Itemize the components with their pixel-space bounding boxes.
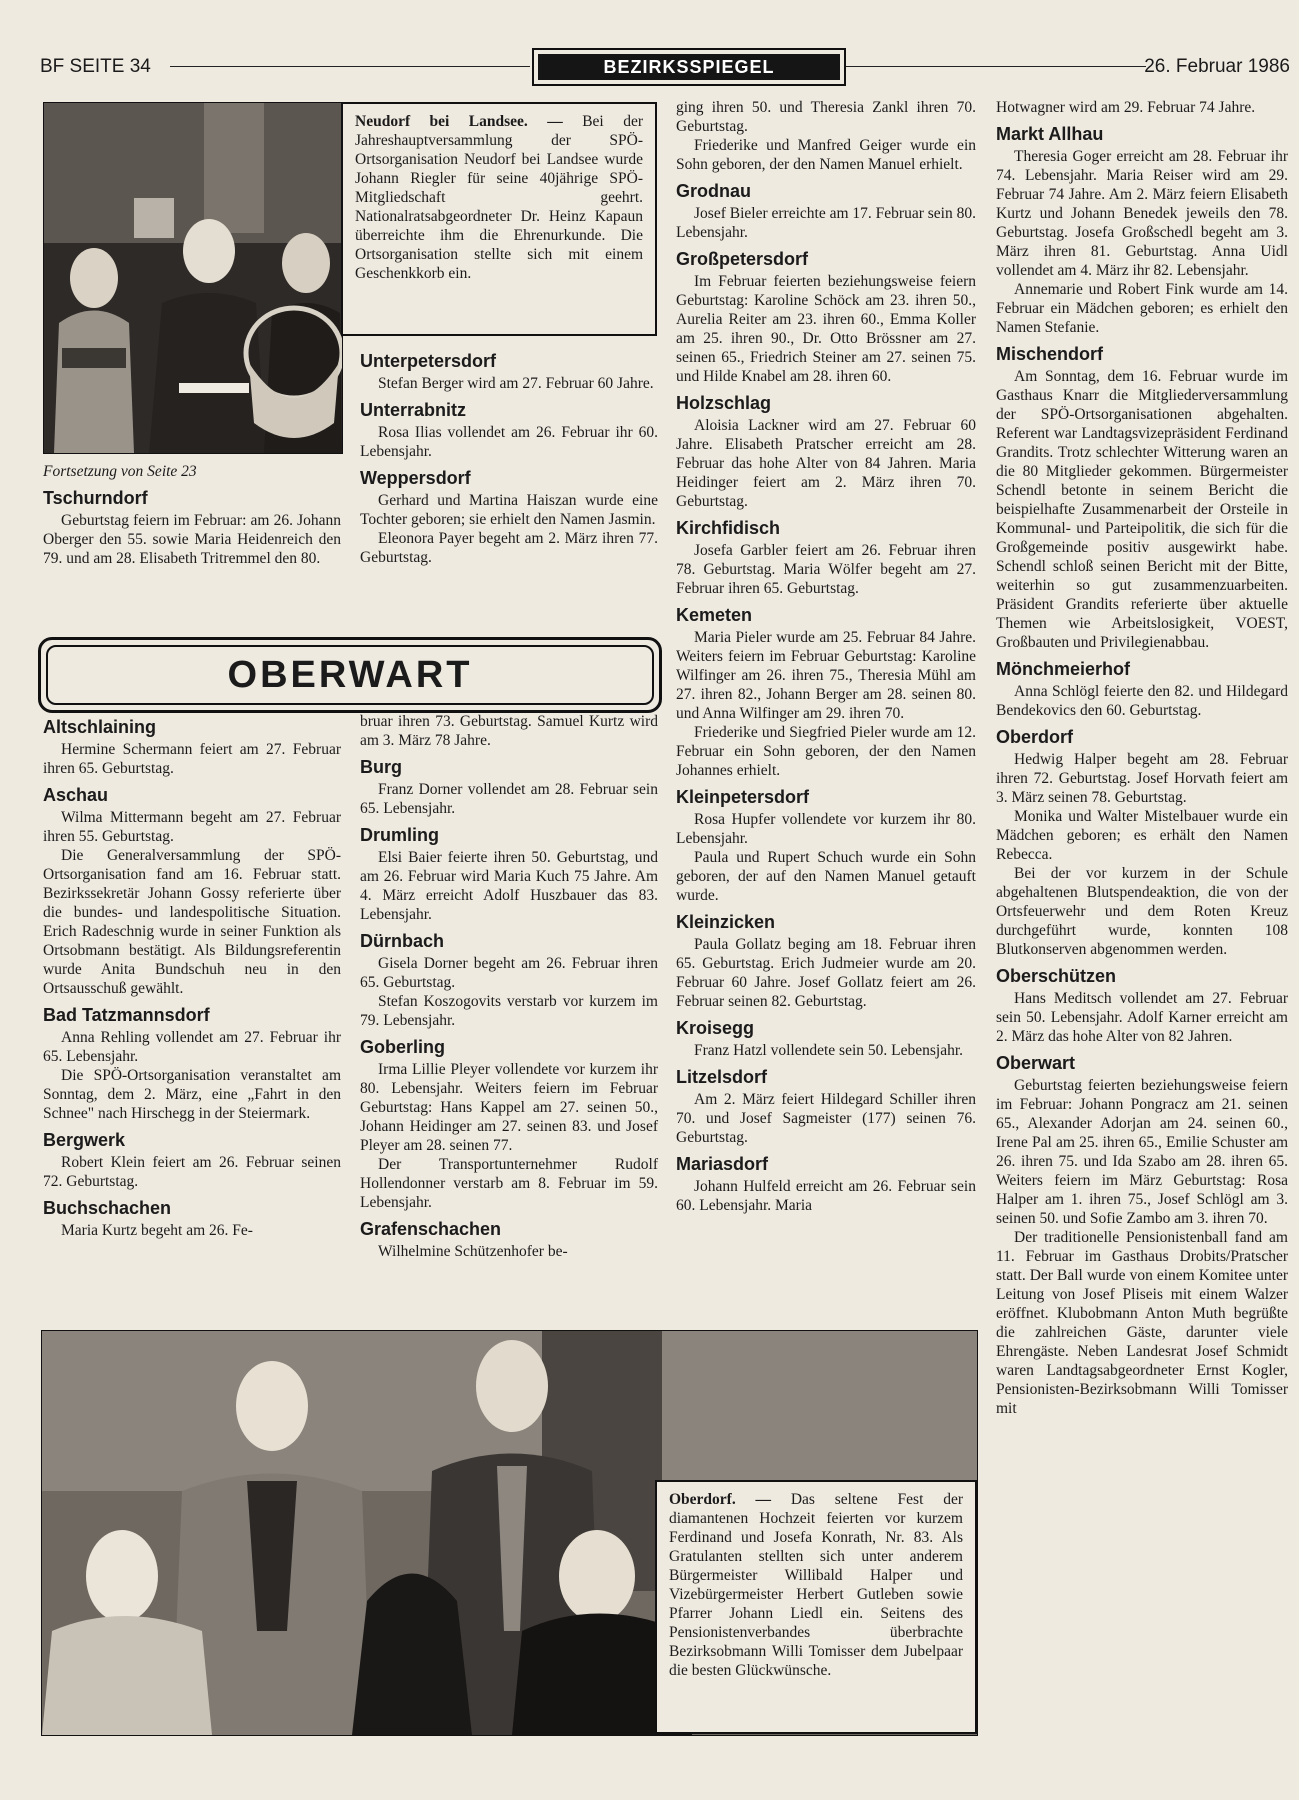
section-heading: Litzelsdorf <box>676 1067 768 1087</box>
continuation-note: Fortsetzung von Seite 23 <box>43 463 197 480</box>
section-paragraph: Die SPÖ-Ortsorganisation veranstaltet am Sonntag, dem 2. März, eine „Fahrt in den Schnee" nach Hirschegg in der Steiermark. <box>43 1067 341 1122</box>
section-heading: Goberling <box>360 1037 445 1057</box>
section-heading: Großpetersdorf <box>676 249 809 269</box>
section-paragraph: Maria Kurtz begeht am 26. Fe- <box>61 1222 253 1239</box>
section-paragraph: Theresia Goger erreicht am 28. Februar ihr 74. Lebensjahr. Maria Reiser wird am 29. Februar 74 Jahre. Am 2. März feiern Elisabeth Kurtz und Johann Benedek jeweils den 78. Geburtstag. Josefa Großschedl begeht am 3. März ihren 81. Geburtstag. Anna Uidl vollendet am 4. März ihr 82. Lebensjahr. <box>996 148 1288 279</box>
column-4-lead: Hotwagner wird am 29. Februar 74 Jahre. <box>996 99 1256 116</box>
section-paragraph: Paula Gollatz beging am 18. Februar ihren 65. Geburtstag. Erich Judmeier wurde am 20. Februar 60 Jahre. Josef Gollatz feiert am 26. Februar seinen 82. Geburtstag. <box>676 936 976 1010</box>
section-heading: Kemeten <box>676 605 753 625</box>
column-2-lead: bruar ihren 73. Geburtstag. Samuel Kurtz wird am 3. März 78 Jahre. <box>360 713 658 749</box>
section-heading: Drumling <box>360 825 439 845</box>
photo-neudorf <box>43 102 343 454</box>
section-paragraph: Rosa Hupfer vollendete vor kurzem ihr 80. Lebensjahr. <box>676 811 976 847</box>
section-paragraph: Wilhelmine Schützenhofer be- <box>378 1243 568 1260</box>
section-heading: Holzschlag <box>676 393 772 413</box>
column-2-bottom <box>360 712 658 1261</box>
section-paragraph: Friederike und Siegfried Pieler wurde am 12. Februar ein Sohn geboren, der den Namen Johannes erhielt. <box>676 724 976 779</box>
section-paragraph: Bei der vor kurzem in der Schule abgehaltenen Blutspendeaktion, die von der Ortsfeuerwehr und dem Roten Kreuz durchgeführt wurde, konnten 108 Blutkonserven abgenommen werden. <box>996 865 1288 958</box>
issue-date: 26. Februar 1986 <box>1144 56 1290 77</box>
photo-neudorf-image <box>44 103 342 453</box>
column-2-top <box>360 344 658 567</box>
page-header <box>40 44 1290 84</box>
section-paragraph: Franz Dorner vollendet am 28. Februar sein 65. Lebensjahr. <box>360 781 658 817</box>
section-title: BEZIRKSSPIEGEL <box>538 54 840 80</box>
section-paragraph: Gerhard und Martina Haiszan wurde eine Tochter geboren; sie erhielt den Namen Jasmin. <box>360 492 658 528</box>
section-heading: Oberdorf <box>996 727 1074 747</box>
caption-title: Neudorf bei Landsee. — <box>355 113 563 130</box>
section-paragraph: Hedwig Halper begeht am 28. Februar ihren 72. Geburtstag. Josef Horvath feiert am 3. März seinen 78. Geburtstag. <box>996 751 1288 806</box>
section-paragraph: Friederike und Manfred Geiger wurde ein Sohn geboren, der den Namen Manuel erhielt. <box>676 137 976 173</box>
section-paragraph: Robert Klein feiert am 26. Februar seinen 72. Geburtstag. <box>43 1154 341 1190</box>
section-heading: Tschurndorf <box>43 488 148 508</box>
section-heading: Oberschützen <box>996 966 1117 986</box>
section-paragraph: Wilma Mittermann begeht am 27. Februar ihren 55. Geburtstag. <box>43 809 341 845</box>
section-paragraph: Der Transportunternehmer Rudolf Hollendonner verstarb am 8. Februar im 59. Lebensjahr. <box>360 1156 658 1211</box>
section-heading: Unterpetersdorf <box>360 351 497 371</box>
section-heading: Dürnbach <box>360 931 445 951</box>
section-paragraph: Anna Rehling vollendet am 27. Februar ihr 65. Lebensjahr. <box>43 1029 341 1065</box>
section-paragraph: Geburtstag feierten beziehungsweise feiern im Februar: Johann Pongracz am 21. seinen 65., Alexander Adorjan am 24. seinen 60., Irene Pal am 25. ihren 65., Emilie Schuster am 26. ihren 75. und Ida Szabo am 28. ihren 65. Weiters feiern im März Geburtstag: Rosa Halper am 1. ihren 75., Josef Schlögl am 3. seinen 50. und Sofie Zambo am 3. ihren 70. <box>996 1077 1288 1227</box>
section-heading: Buchschachen <box>43 1198 172 1218</box>
section-heading: Grodnau <box>676 181 751 201</box>
caption-text: Das seltene Fest der diamantenen Hochzeit feierten vor kurzem Ferdinand und Josefa Konrath, Nr. 83. Als Gratulanten stellten sich unter anderem Bürgermeister Willibald Halper und Vizebürgermeister Herbert Gutleben sowie Pfarrer Johann Liedl ein. Seitens des Pensionistenverbandes überbrachte Bezirksobmann Willi Tomisser dem Jubelpaar die besten Glückwünsche. <box>669 1491 963 1679</box>
section-heading: Weppersdorf <box>360 468 471 488</box>
section-heading: Grafenschachen <box>360 1219 502 1239</box>
section-paragraph: Anna Schlögl feierte den 82. und Hildegard Bendekovics den 60. Geburtstag. <box>996 683 1288 719</box>
column-3-lead: ging ihren 50. und Theresia Zankl ihren 70. Geburtstag. <box>676 99 976 135</box>
photo-oberdorf-caption <box>655 1480 977 1734</box>
section-paragraph: Hermine Schermann feiert am 27. Februar ihren 65. Geburtstag. <box>43 741 341 777</box>
section-heading: Oberwart <box>996 1053 1076 1073</box>
section-paragraph: Der traditionelle Pensionistenball fand am 11. Februar im Gasthaus Drobits/Pratscher statt. Der Ball wurde von einem Komitee unter Leitung von Josef Pliseis mit einem Walzer eröffnet. Klubobmann Anton Muth begrüßte die zahlreichen Gäste, darunter viele Ehrengäste. Neben Landesrat Josef Schmidt waren Landtagsabgeordneter Ernst Kogler, Pensionisten-Bezirksobmann Willi Tomisser mit <box>996 1229 1288 1417</box>
section-paragraph: Rosa Ilias vollendet am 26. Februar ihr 60. Lebensjahr. <box>360 424 658 460</box>
section-heading: Bad Tatzmannsdorf <box>43 1005 210 1025</box>
section-heading: Kroisegg <box>676 1018 755 1038</box>
section-paragraph: Stefan Berger wird am 27. Februar 60 Jahre. <box>378 375 654 392</box>
section-paragraph: Am Sonntag, dem 16. Februar wurde im Gasthaus Knarr die Mitgliederversammlung der SPÖ-Ortsorganisationen abgehalten. Referent war Landtagsvizepräsident Ferdinand Grandits. Trotz schlechter Witterung waren an die 80 Mitglieder gekommen. Bürgermeister Schendl betonte in seinem Bericht die beispielhafte Zusammenarbeit der Orsteile in Kommunal- und Parteipolitik, die sich für die Großgemeinde positiv ausgewirkt habe. Schendl schloß seinen Bericht mit der Bitte, weiterhin so gut zusammenzuarbeiten. Präsident Grandits referierte über aktuelle Themen wie Arbeitslosigkeit, VOEST, Großbauten und Privilegienabbau. <box>996 368 1288 651</box>
page-number: BF SEITE 34 <box>40 56 151 77</box>
section-paragraph: Johann Hulfeld erreicht am 26. Februar sein 60. Lebensjahr. Maria <box>676 1178 976 1214</box>
section-paragraph: Josef Bieler erreichte am 17. Februar sein 80. Lebensjahr. <box>676 205 976 241</box>
oberwart-banner <box>38 637 662 713</box>
section-paragraph: Annemarie und Robert Fink wurde am 14. Februar ein Mädchen geboren; es erhielt den Namen Stefanie. <box>996 281 1288 336</box>
section-paragraph: Gisela Dorner begeht am 26. Februar ihren 65. Geburtstag. <box>360 955 658 991</box>
section-heading: Mischendorf <box>996 344 1104 364</box>
section-paragraph: Am 2. März feiert Hildegard Schiller ihren 70. und Josef Sagmeister (177) seinen 76. Geburtstag. <box>676 1091 976 1146</box>
section-heading: Kleinzicken <box>676 912 776 932</box>
section-heading: Kirchfidisch <box>676 518 781 538</box>
section-paragraph: Franz Hatzl vollendete sein 50. Lebensjahr. <box>694 1042 964 1059</box>
section-paragraph: Maria Pieler wurde am 25. Februar 84 Jahre. Weiters feiern im Februar Geburtstag: Karoline Wilfinger am 26. ihren 75., Theresia Mühl am 27. ihren 82., Johann Berger am 28. seinen 80. und Anna Wilfinger am 29. ihren 70. <box>676 629 976 722</box>
section-title-box <box>532 48 846 86</box>
column-3 <box>676 98 976 1215</box>
section-paragraph: Eleonora Payer begeht am 2. März ihren 77. Geburtstag. <box>360 530 658 566</box>
caption-title: Oberdorf. — <box>669 1491 772 1508</box>
column-1-bottom <box>43 710 341 1240</box>
section-paragraph: Geburtstag feiern im Februar: am 26. Johann Oberger den 55. sowie Maria Heidenreich den 79. und am 28. Elisabeth Tritremmel den 80. <box>43 512 341 567</box>
column-1-top <box>43 462 341 568</box>
section-heading: Altschlaining <box>43 717 157 737</box>
section-paragraph: Irma Lillie Pleyer vollendete vor kurzem ihr 80. Lebensjahr. Weiters feiern im Februar Geburtstag: Hans Kappel am 27. seinen 50., Johann Heidinger am 27. seinen 83. und Josef Pleyer am 28. seinen 77. <box>360 1061 658 1154</box>
section-paragraph: Monika und Walter Mistelbauer wurde ein Mädchen geboren; es erhält den Namen Rebecca. <box>996 808 1288 863</box>
column-4 <box>996 98 1288 1738</box>
header-rule-right <box>846 66 1146 67</box>
section-heading: Aschau <box>43 785 109 805</box>
oberwart-banner-title: OBERWART <box>46 645 654 705</box>
section-paragraph: Die Generalversammlung der SPÖ-Ortsorganisation fand am 16. Februar statt. Bezirkssekretär Johann Gossy referierte über die bundes- und landespolitische Situation. Erich Radeschnig wurde in seiner Funktion als Ortsobmann bestätigt. Als Bildungsreferentin wurde Anita Bundschuh neu in den Ortsausschuß gewählt. <box>43 847 341 997</box>
section-paragraph: Paula und Rupert Schuch wurde ein Sohn geboren, der auf den Namen Manuel getauft wurde. <box>676 849 976 904</box>
header-rule-left <box>170 66 530 67</box>
section-heading: Bergwerk <box>43 1130 126 1150</box>
section-paragraph: Aloisia Lackner wird am 27. Februar 60 Jahre. Elisabeth Pratscher erreicht am 28. Februar das hohe Alter von 84 Jahren. Maria Heidinger feiert am 2. März ihren 70. Geburtstag. <box>676 417 976 510</box>
section-paragraph: Im Februar feierten beziehungsweise feiern Geburtstag: Karoline Schöck am 23. ihren 50., Aurelia Reiter am 23. ihren 60., Emma Koller am 25. ihren 90., Dr. Otto Brössner am 27. seinen 65., Friedrich Steiner am 27. seinen 75. und Hilde Knabel am 28. ihren 60. <box>676 273 976 385</box>
section-heading: Kleinpetersdorf <box>676 787 810 807</box>
section-heading: Mariasdorf <box>676 1154 769 1174</box>
section-paragraph: Josefa Garbler feiert am 26. Februar ihren 78. Geburtstag. Maria Wölfer begeht am 27. Februar ihren 65. Geburtstag. <box>676 542 976 597</box>
caption-text: Bei der Jahreshauptversammlung der SPÖ-Ortsorganisation Neudorf bei Landsee wurde Johann Riegler für seine 40jährige SPÖ-Mitgliedschaft geehrt. Nationalratsabgeordneter Dr. Heinz Kapaun überreichte ihm die Ehrenurkunde. Die Ortsorganisation stellte sich mit einem Geschenkkorb ein. <box>355 113 643 282</box>
section-paragraph: Elsi Baier feierte ihren 50. Geburtstag, und am 26. Februar wird Maria Kuch 75 Jahre. Am 4. März erreicht Adolf Huszbauer das 83. Lebensjahr. <box>360 849 658 923</box>
section-paragraph: Hans Meditsch vollendet am 27. Februar sein 50. Lebensjahr. Adolf Karner erreicht am 2. März das hohe Alter von 82 Jahren. <box>996 990 1288 1045</box>
section-heading: Unterrabnitz <box>360 400 467 420</box>
section-heading: Mönchmeierhof <box>996 659 1131 679</box>
section-paragraph: Stefan Koszogovits verstarb vor kurzem im 79. Lebensjahr. <box>360 993 658 1029</box>
section-heading: Burg <box>360 757 402 777</box>
section-heading: Markt Allhau <box>996 124 1104 144</box>
photo-neudorf-caption <box>341 102 657 336</box>
